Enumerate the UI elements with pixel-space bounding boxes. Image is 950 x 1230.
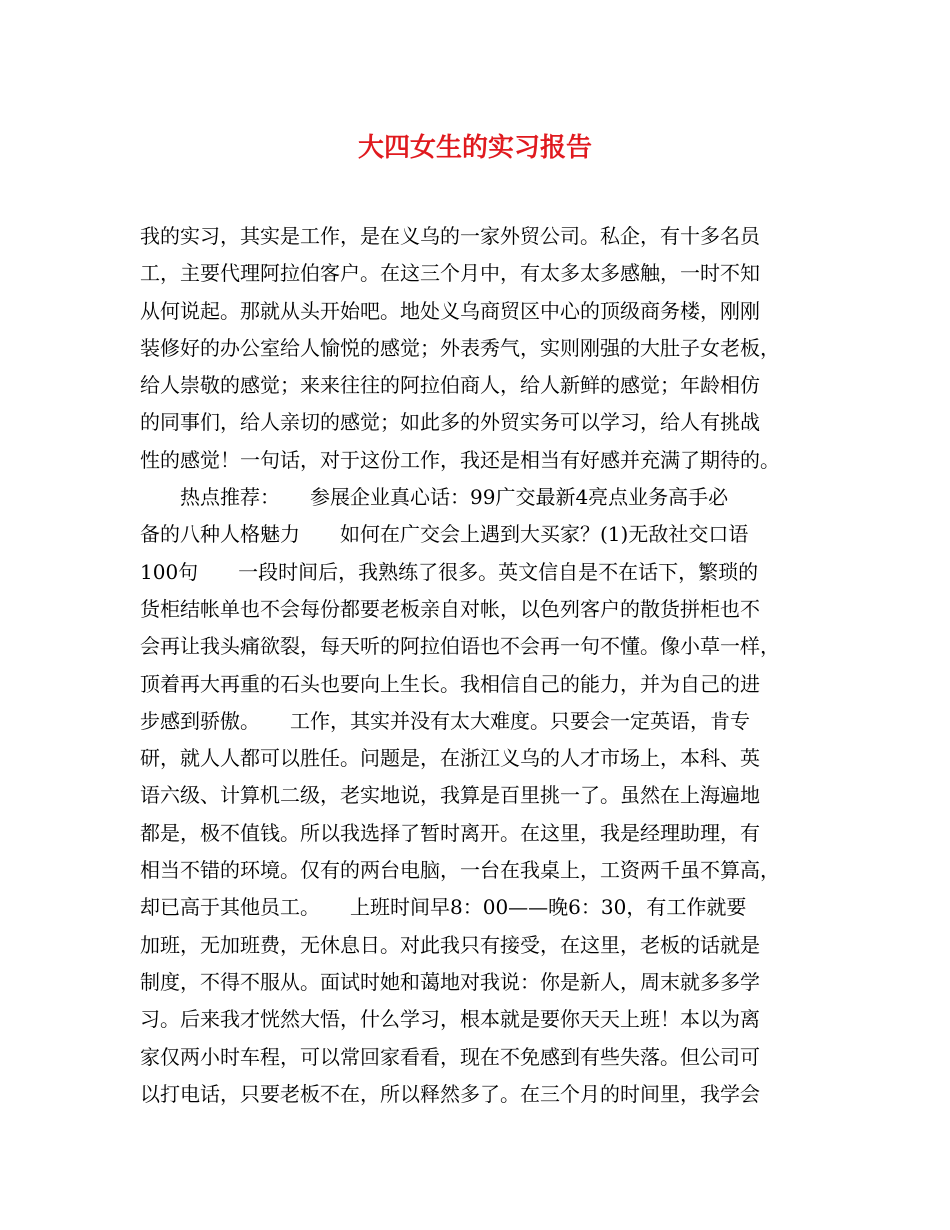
body-line: 的同事们，给人亲切的感觉；如此多的外贸实务可以学习，给人有挑战 <box>140 410 760 435</box>
body-line: 步感到骄傲。 工作，其实并没有太大难度。只要会一定英语，肯专 <box>140 708 750 733</box>
body-line: 制度，不得不服从。面试时她和蔼地对我说：你是新人，周末就多多学 <box>140 969 760 994</box>
body-line: 相当不错的环境。仅有的两台电脑，一台在我桌上，工资两千虽不算高， <box>140 858 780 883</box>
body-line: 都是，极不值钱。所以我选择了暂时离开。在这里，我是经理助理，有 <box>140 820 760 845</box>
body-line: 语六级、计算机二级，老实地说，我算是百里挑一了。虽然在上海遍地 <box>140 783 760 808</box>
body-line: 顶着再大再重的石头也要向上生长。我相信自己的能力，并为自己的进 <box>140 671 760 696</box>
body-line: 却已高于其他员工。 上班时间早8：00——晚6：30，有工作就要 <box>140 895 747 920</box>
body-line: 给人崇敬的感觉；来来往往的阿拉伯商人，给人新鲜的感觉；年龄相仿 <box>140 373 760 398</box>
body-line: 备的八种人格魅力 如何在广交会上遇到大买家？(1)无敌社交口语 <box>140 522 749 547</box>
document-title: 大四女生的实习报告 <box>357 133 592 163</box>
body-line: 从何说起。那就从头开始吧。地处义乌商贸区中心的顶级商务楼，刚刚 <box>140 298 760 323</box>
body-line: 会再让我头痛欲裂，每天听的阿拉伯语也不会再一句不懂。像小草一样， <box>140 634 780 659</box>
body-line: 热点推荐： 参展企业真心话：99广交最新4亮点业务高手必 <box>140 485 729 510</box>
body-line: 习。后来我才恍然大悟，什么学习，根本就是要你天天上班！本以为离 <box>140 1007 760 1032</box>
body-line: 加班，无加班费，无休息日。对此我只有接受，在这里，老板的话就是 <box>140 932 760 957</box>
body-line: 家仅两小时车程，可以常回家看看，现在不免感到有些失落。但公司可 <box>140 1044 760 1069</box>
body-line: 工，主要代理阿拉伯客户。在这三个月中，有太多太多感触，一时不知 <box>140 261 760 286</box>
body-line: 以打电话，只要老板不在，所以释然多了。在三个月的时间里，我学会 <box>140 1081 760 1106</box>
body-line: 研，就人人都可以胜任。问题是，在浙江义乌的人才市场上，本科、英 <box>140 746 760 771</box>
document-body <box>140 218 825 1113</box>
body-line: 100句 一段时间后，我熟练了很多。英文信自是不在话下，繁琐的 <box>140 559 759 584</box>
body-line: 装修好的办公室给人愉悦的感觉；外表秀气，实则刚强的大肚子女老板， <box>140 335 780 360</box>
body-line: 性的感觉！一句话，对于这份工作，我还是相当有好感并充满了期待的。 <box>140 447 780 472</box>
body-line: 货柜结帐单也不会每份都要老板亲自对帐，以色列客户的散货拼柜也不 <box>140 596 760 621</box>
body-line: 我的实习，其实是工作，是在义乌的一家外贸公司。私企，有十多名员 <box>140 224 760 248</box>
